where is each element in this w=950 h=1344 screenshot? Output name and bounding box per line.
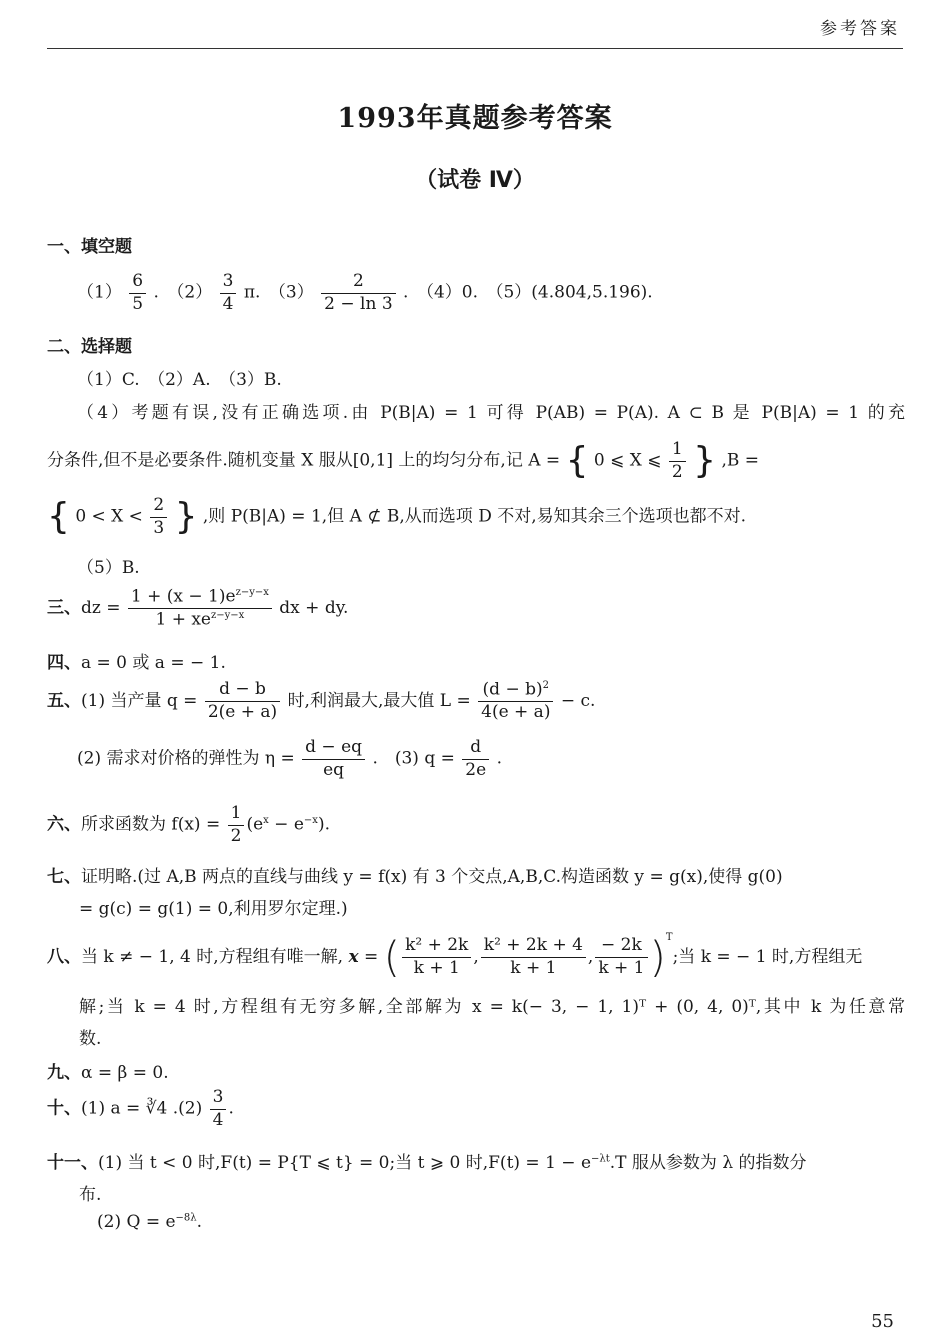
s5-frac-4 xyxy=(462,738,489,780)
s6-sup1: x xyxy=(263,814,269,826)
frac-num xyxy=(128,587,272,609)
frac-num: − 2k xyxy=(595,936,647,958)
s5-f2-num: (d − b) xyxy=(482,679,543,700)
s5-f2-sup: 2 xyxy=(542,680,550,691)
s2-line-4-a: 0 < X < xyxy=(75,506,143,527)
s8-b: ;当 k = − 1 时,方程组无 xyxy=(672,947,863,967)
section-8-line-2 xyxy=(47,992,905,1017)
frac-num: 1 xyxy=(669,440,686,462)
s3-den: 1 + xe xyxy=(155,609,211,630)
s2-line-5: （5）B. xyxy=(77,558,140,578)
s2-line-4-b: ,则 P(B|A) = 1,但 A ⊄ B,从而选项 D 不对,易知其余三个选项也都不对. xyxy=(202,506,747,527)
page-number: 55 xyxy=(871,1311,894,1332)
s5-a2: 时,利润最大,最大值 L = xyxy=(287,690,471,711)
section-9-heading: 九、 xyxy=(47,1063,81,1083)
s2-line-2 xyxy=(47,398,905,423)
frac-num: 2 xyxy=(150,496,167,518)
s1-part2-label: . （2） xyxy=(153,282,213,303)
frac-num: 3 xyxy=(210,1088,227,1110)
right-brace: } xyxy=(693,440,717,482)
frac-num: 3 xyxy=(220,272,237,294)
frac-den: 4 xyxy=(222,293,234,314)
s11-line-3-tail: . xyxy=(196,1212,203,1232)
section-7-line-1 xyxy=(47,862,905,887)
s2-line-3-c: ,B = xyxy=(721,450,759,471)
s3-lhs: dz = xyxy=(81,598,121,619)
s2-frac-two-thirds xyxy=(150,496,167,538)
s2-line-3-b: 0 ⩽ X ⩽ xyxy=(593,450,662,471)
section-1-heading: 一、填空题 xyxy=(47,237,132,257)
frac-den: 4 xyxy=(212,1109,224,1130)
s10-frac xyxy=(210,1088,227,1130)
section-6 xyxy=(47,804,905,846)
section-4-heading: 四、 xyxy=(47,653,81,673)
s5-frac-1 xyxy=(205,680,280,722)
section-5-heading: 五、 xyxy=(47,690,81,711)
s5-a1: (1) 当产量 q = xyxy=(81,690,198,711)
s5-frac-3 xyxy=(302,738,365,780)
s4-text: a = 0 或 a = − 1. xyxy=(81,653,226,673)
s5-b1: (2) 需求对价格的弹性为 η = xyxy=(77,748,295,769)
s11-line-1: (1) 当 t < 0 时,F(t) = P{T ⩽ t} = 0;当 t ⩾ 0 时,F(t) = 1 − e xyxy=(98,1153,592,1173)
s11-line-1-sup: −λt xyxy=(591,1153,610,1165)
s2-line-4 xyxy=(47,496,905,538)
frac-num: 6 xyxy=(129,272,146,294)
right-paren: ) xyxy=(649,932,666,982)
s8-xvec: x xyxy=(348,947,359,967)
running-header: 参考答案 xyxy=(820,19,900,39)
s6-b: (e xyxy=(246,814,264,835)
s8-frac-2 xyxy=(481,936,586,978)
s1-frac-3 xyxy=(321,272,395,314)
section-5-line-1 xyxy=(47,680,905,723)
section-11-line-3 xyxy=(47,1212,950,1232)
s11-line-3-sup: −8λ xyxy=(175,1212,197,1224)
section-8-line-3: 数. xyxy=(79,1029,102,1049)
s5-a3: − c. xyxy=(560,690,596,711)
frac-num: 2 xyxy=(321,272,395,294)
section-10-heading: 十、 xyxy=(47,1098,81,1119)
frac-num: d − b xyxy=(205,680,280,702)
s2-line-3 xyxy=(47,440,905,482)
section-8-line-1: 八、当 k ≠ − 1, 4 时,方程组有唯一解, x = ( $\frac{\text{k² + 2k}}{k + 1}$ , $\frac{\text{k² + 2k + 4}}{k + 1}$ , $\frac{- 2k}{k + 1}$ )$^T$;当 k = − 1 时,方程组无 xyxy=(47,932,863,982)
section-9 xyxy=(47,1058,905,1083)
s2-frac-half xyxy=(669,440,686,482)
s2-line-2-text: （4）考题有误,没有正确选项.由 P(B|A) = 1 可得 P(AB) = P(A). A ⊂ B 是 P(B|A) = 1 的充 xyxy=(77,403,905,423)
s1-part2-tail: π. （3） xyxy=(243,282,314,303)
header-rule xyxy=(47,48,903,49)
s3-num: 1 + (x − 1)e xyxy=(130,586,236,607)
frac-num: d − eq xyxy=(302,738,365,760)
section-8-heading: 八、 xyxy=(47,947,81,967)
s3-den-sup: z−y−x xyxy=(210,610,245,622)
section-6-heading: 六、 xyxy=(47,814,81,835)
section-2-heading: 二、选择题 xyxy=(47,337,132,357)
s3-frac xyxy=(128,587,272,630)
section-10 xyxy=(47,1088,905,1130)
frac-den: k + 1 xyxy=(413,958,460,978)
s6-a: 所求函数为 f(x) = xyxy=(81,814,221,835)
left-brace: { xyxy=(47,496,70,538)
s10-a: (1) a = ∛4 .(2) xyxy=(81,1098,203,1119)
s3-num-sup: z−y−x xyxy=(235,587,269,598)
section-7-heading: 七、 xyxy=(47,867,81,887)
right-brace: } xyxy=(174,496,198,538)
section-3 xyxy=(47,587,905,630)
s1-part3-tail: . （4）0. （5）(4.804,5.196). xyxy=(403,282,653,303)
frac-den: 2(e + a) xyxy=(207,701,278,722)
section-4 xyxy=(47,648,905,673)
section-11-heading: 十一、 xyxy=(47,1153,98,1173)
frac-den: 2 xyxy=(671,461,683,482)
section-7-line-2: = g(c) = g(1) = 0,利用罗尔定理.) xyxy=(79,899,348,919)
s5-frac-2 xyxy=(478,680,553,723)
s5-b3: . xyxy=(496,748,502,769)
section-5-line-2 xyxy=(47,738,935,780)
s6-d: ). xyxy=(317,814,330,835)
frac-den: 2e xyxy=(465,759,487,780)
s11-line-3: (2) Q = e xyxy=(97,1212,176,1232)
s7-line-1: 证明略.(过 A,B 两点的直线与曲线 y = f(x) 有 3 个交点,A,B,C.构造函数 y = g(x),使得 g(0) xyxy=(81,867,783,887)
s3-tail: dx + dy. xyxy=(279,598,349,619)
frac-den: 5 xyxy=(132,293,144,314)
page-title: 1993年真题参考答案 xyxy=(337,103,613,134)
frac-den: k + 1 xyxy=(598,958,645,978)
frac-num: k² + 2k + 4 xyxy=(481,936,586,958)
frac-den: 3 xyxy=(153,517,165,538)
section-1-answers xyxy=(47,272,935,314)
section-11-line-2: 布. xyxy=(79,1185,102,1205)
frac-den: k + 1 xyxy=(510,958,557,978)
left-paren: ( xyxy=(383,932,401,982)
s6-sup2: −x xyxy=(303,814,318,826)
s8-a: 当 k ≠ − 1, 4 时,方程组有唯一解, xyxy=(81,947,344,967)
s6-c: − e xyxy=(268,814,304,835)
s1-frac-1 xyxy=(129,272,146,314)
s8-frac-1 xyxy=(402,936,471,978)
frac-num: 1 xyxy=(228,804,245,826)
s2-line-1: （1）C. （2）A. （3）B. xyxy=(77,370,282,390)
s8-line-2-text: 解;当 k = 4 时,方程组有无穷多解,全部解为 x = k(− 3, − 1, 1)ᵀ + (0, 4, 0)ᵀ,其中 k 为任意常 xyxy=(79,997,905,1017)
page-subtitle: （试卷 Ⅳ） xyxy=(415,168,535,193)
frac-den: eq xyxy=(323,759,345,780)
s10-b: . xyxy=(228,1098,234,1119)
frac-num: d xyxy=(462,738,489,760)
frac-num: k² + 2k xyxy=(402,936,471,958)
section-3-heading: 三、 xyxy=(47,598,81,619)
left-brace: { xyxy=(565,440,589,482)
frac-den xyxy=(128,609,272,630)
section-11-line-1 xyxy=(47,1148,905,1173)
s8-frac-3 xyxy=(595,936,647,978)
s6-frac xyxy=(228,804,245,846)
frac-den: 2 − ln 3 xyxy=(324,293,393,314)
s9-text: α = β = 0. xyxy=(81,1063,169,1083)
s1-part1-label: （1） xyxy=(77,282,122,303)
s11-line-1-tail: .T 服从参数为 λ 的指数分 xyxy=(609,1153,807,1173)
s8-transpose: T xyxy=(665,932,673,943)
s5-b2: . (3) q = xyxy=(372,748,455,769)
frac-num xyxy=(478,680,553,702)
s1-frac-2 xyxy=(220,272,237,314)
s2-line-3-a: 分条件,但不是必要条件.随机变量 X 服从[0,1] 上的均匀分布,记 A = xyxy=(47,450,561,471)
s8-eq: = xyxy=(358,947,379,967)
frac-den: 2 xyxy=(230,825,242,846)
frac-den: 4(e + a) xyxy=(481,702,551,723)
